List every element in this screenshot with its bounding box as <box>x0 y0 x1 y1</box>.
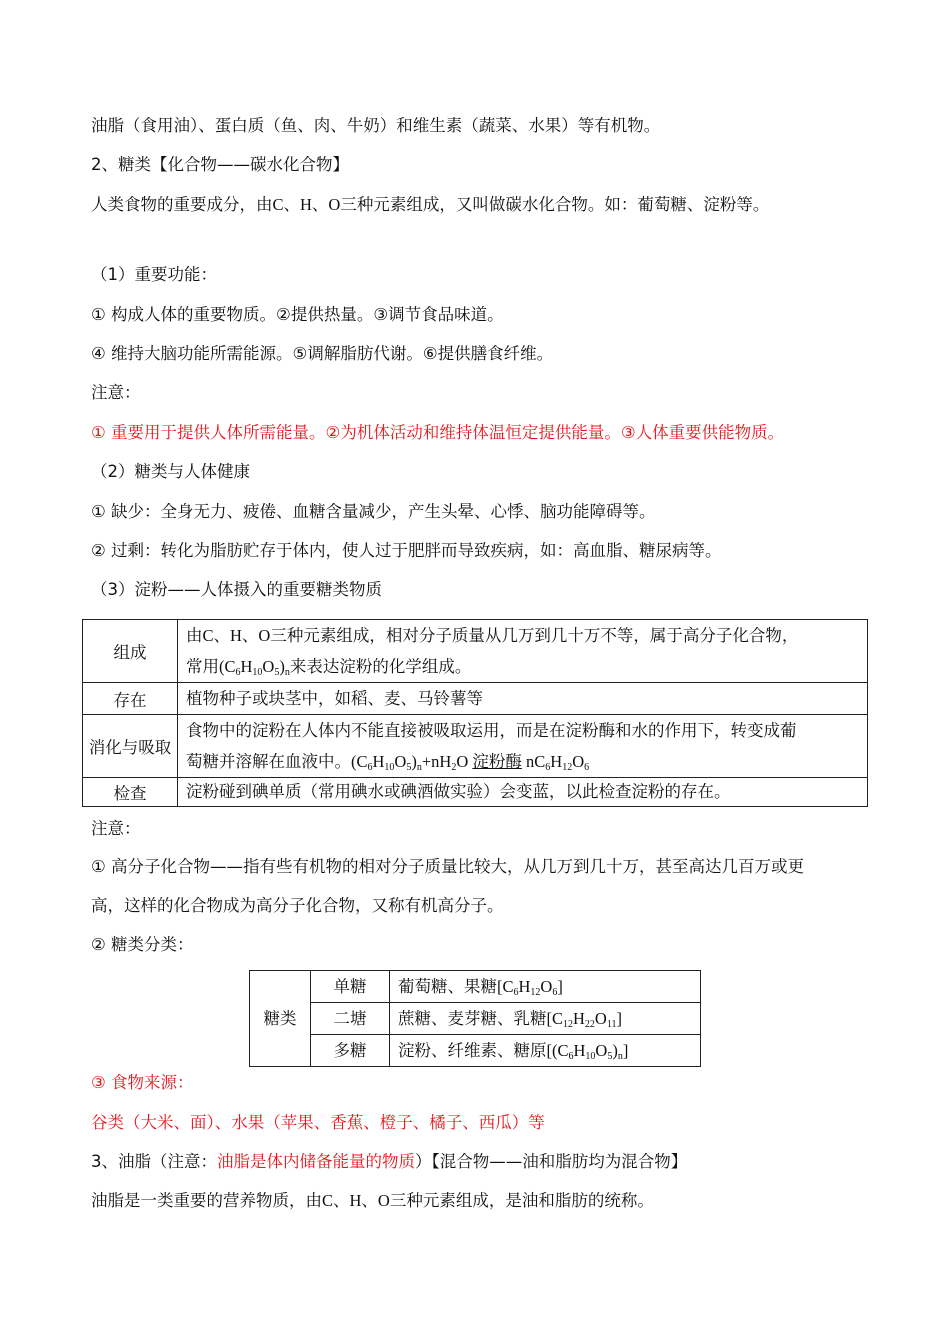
food-source-label: ③ 食物来源： <box>91 1073 194 1092</box>
functions-heading: （1）重要功能： <box>91 265 217 284</box>
row-content: 植物种子或块茎中，如稻、麦、马铃薯等 <box>178 683 868 715</box>
table-row <box>83 620 868 683</box>
table-row <box>250 971 701 1003</box>
excess-line: ② 过剩：转化为脂肪贮存于体内，使人过于肥胖而导致疾病，如：高血脂、糖尿病等。 <box>91 541 722 560</box>
starch-formula: $(C_6H_{10}O_5)_n$ <box>219 657 290 678</box>
fat-definition: 油脂是一类重要的营养物质，由C、H、O三种元素组成，是油和脂肪的统称。 <box>91 1191 654 1210</box>
functions-line-1: ① 构成人体的重要物质。②提供热量。③调节食品味道。 <box>91 305 504 324</box>
table-row <box>83 683 868 715</box>
sugar-classification-label: ② 糖类分类： <box>91 935 194 954</box>
note-red-line: ① 重要用于提供人体所需能量。②为机体活动和维持体温恒定提供能量。③人体重要供能物质。 <box>91 423 785 442</box>
starch-table <box>82 619 868 807</box>
row-head: 消化与吸取 <box>83 715 178 778</box>
table-row <box>83 715 868 778</box>
sugar-category: 糖类 <box>250 971 311 1067</box>
sugar-type: 多糖 <box>311 1035 390 1067</box>
sugar-type: 单糖 <box>311 971 390 1003</box>
table-row <box>250 1003 701 1035</box>
food-source-list: 谷类（大米、面）、水果（苹果、香蕉、橙子、橘子、西瓜）等 <box>91 1113 545 1132</box>
starch-heading: （3）淀粉——人体摄入的重要糖类物质 <box>91 580 382 599</box>
table-row <box>83 778 868 807</box>
functions-line-2: ④ 维持大脑功能所需能源。⑤调解脂肪代谢。⑥提供膳食纤维。 <box>91 344 554 363</box>
section-3-heading: 3、油脂（注意：油脂是体内储备能量的物质）【混合物——油和脂肪均为混合物】 <box>91 1152 688 1171</box>
row-head: 检查 <box>83 778 178 807</box>
note-label-2: 注意： <box>91 819 141 838</box>
row-content: 食物中的淀粉在人体内不能直接被吸取运用，而是在淀粉酶和水的作用下，转变成葡 萄糖并溶解在血液中。$(C_6H_{10}O_5)_n+nH_2O$ 淀粉酶 $nC_6H_{12}O_6$ <box>178 715 868 778</box>
intro-line: 油脂（食用油）、蛋白质（鱼、肉、牛奶）和维生素（蔬菜、水果）等有机物。 <box>91 116 661 135</box>
polymer-note-line-2: 高，这样的化合物成为高分子化合物，又称有机高分子。 <box>91 896 504 915</box>
row-head: 组成 <box>83 620 178 683</box>
polymer-note-line-1: ① 高分子化合物——指有些有机物的相对分子质量比较大，从几万到几十万，甚至高达几百万或更 <box>91 857 805 876</box>
table-row <box>250 1035 701 1067</box>
row-head: 存在 <box>83 683 178 715</box>
row-content: 淀粉碰到碘单质（常用碘水或碘酒做实验）会变蓝，以此检查淀粉的存在。 <box>178 778 868 807</box>
digestion-equation: $(C_6H_{10}O_5)_n+nH_2O$ <box>351 752 473 773</box>
sugar-examples: 葡萄糖、果糖$[C_6H_{12}O_6]$ <box>390 971 701 1003</box>
sugar-definition: 人类食物的重要成分，由C、H、O三种元素组成，又叫做碳水化合物。如：葡萄糖、淀粉等。 <box>91 195 770 214</box>
sugar-classification-table <box>249 970 701 1067</box>
section-2-heading: 2、糖类【化合物——碳水化合物】 <box>91 155 349 174</box>
row-content: 由C、H、O三种元素组成，相对分子质量从几万到几十万不等，属于高分子化合物， 常用$(C_6H_{10}O_5)_n$来表达淀粉的化学组成。 <box>178 620 868 683</box>
deficiency-line: ① 缺少：全身无力、疲倦、血糖含量减少，产生头晕、心悸、脑功能障碍等。 <box>91 502 656 521</box>
health-heading: （2）糖类与人体健康 <box>91 462 250 481</box>
sugar-type: 二塘 <box>311 1003 390 1035</box>
note-label: 注意： <box>91 383 141 402</box>
sugar-examples: 蔗糖、麦芽糖、乳糖$[C_{12}H_{22}O_{11}]$ <box>390 1003 701 1035</box>
sugar-examples: 淀粉、纤维素、糖原$[(C_6H_{10}O_5)_n]$ <box>390 1035 701 1067</box>
